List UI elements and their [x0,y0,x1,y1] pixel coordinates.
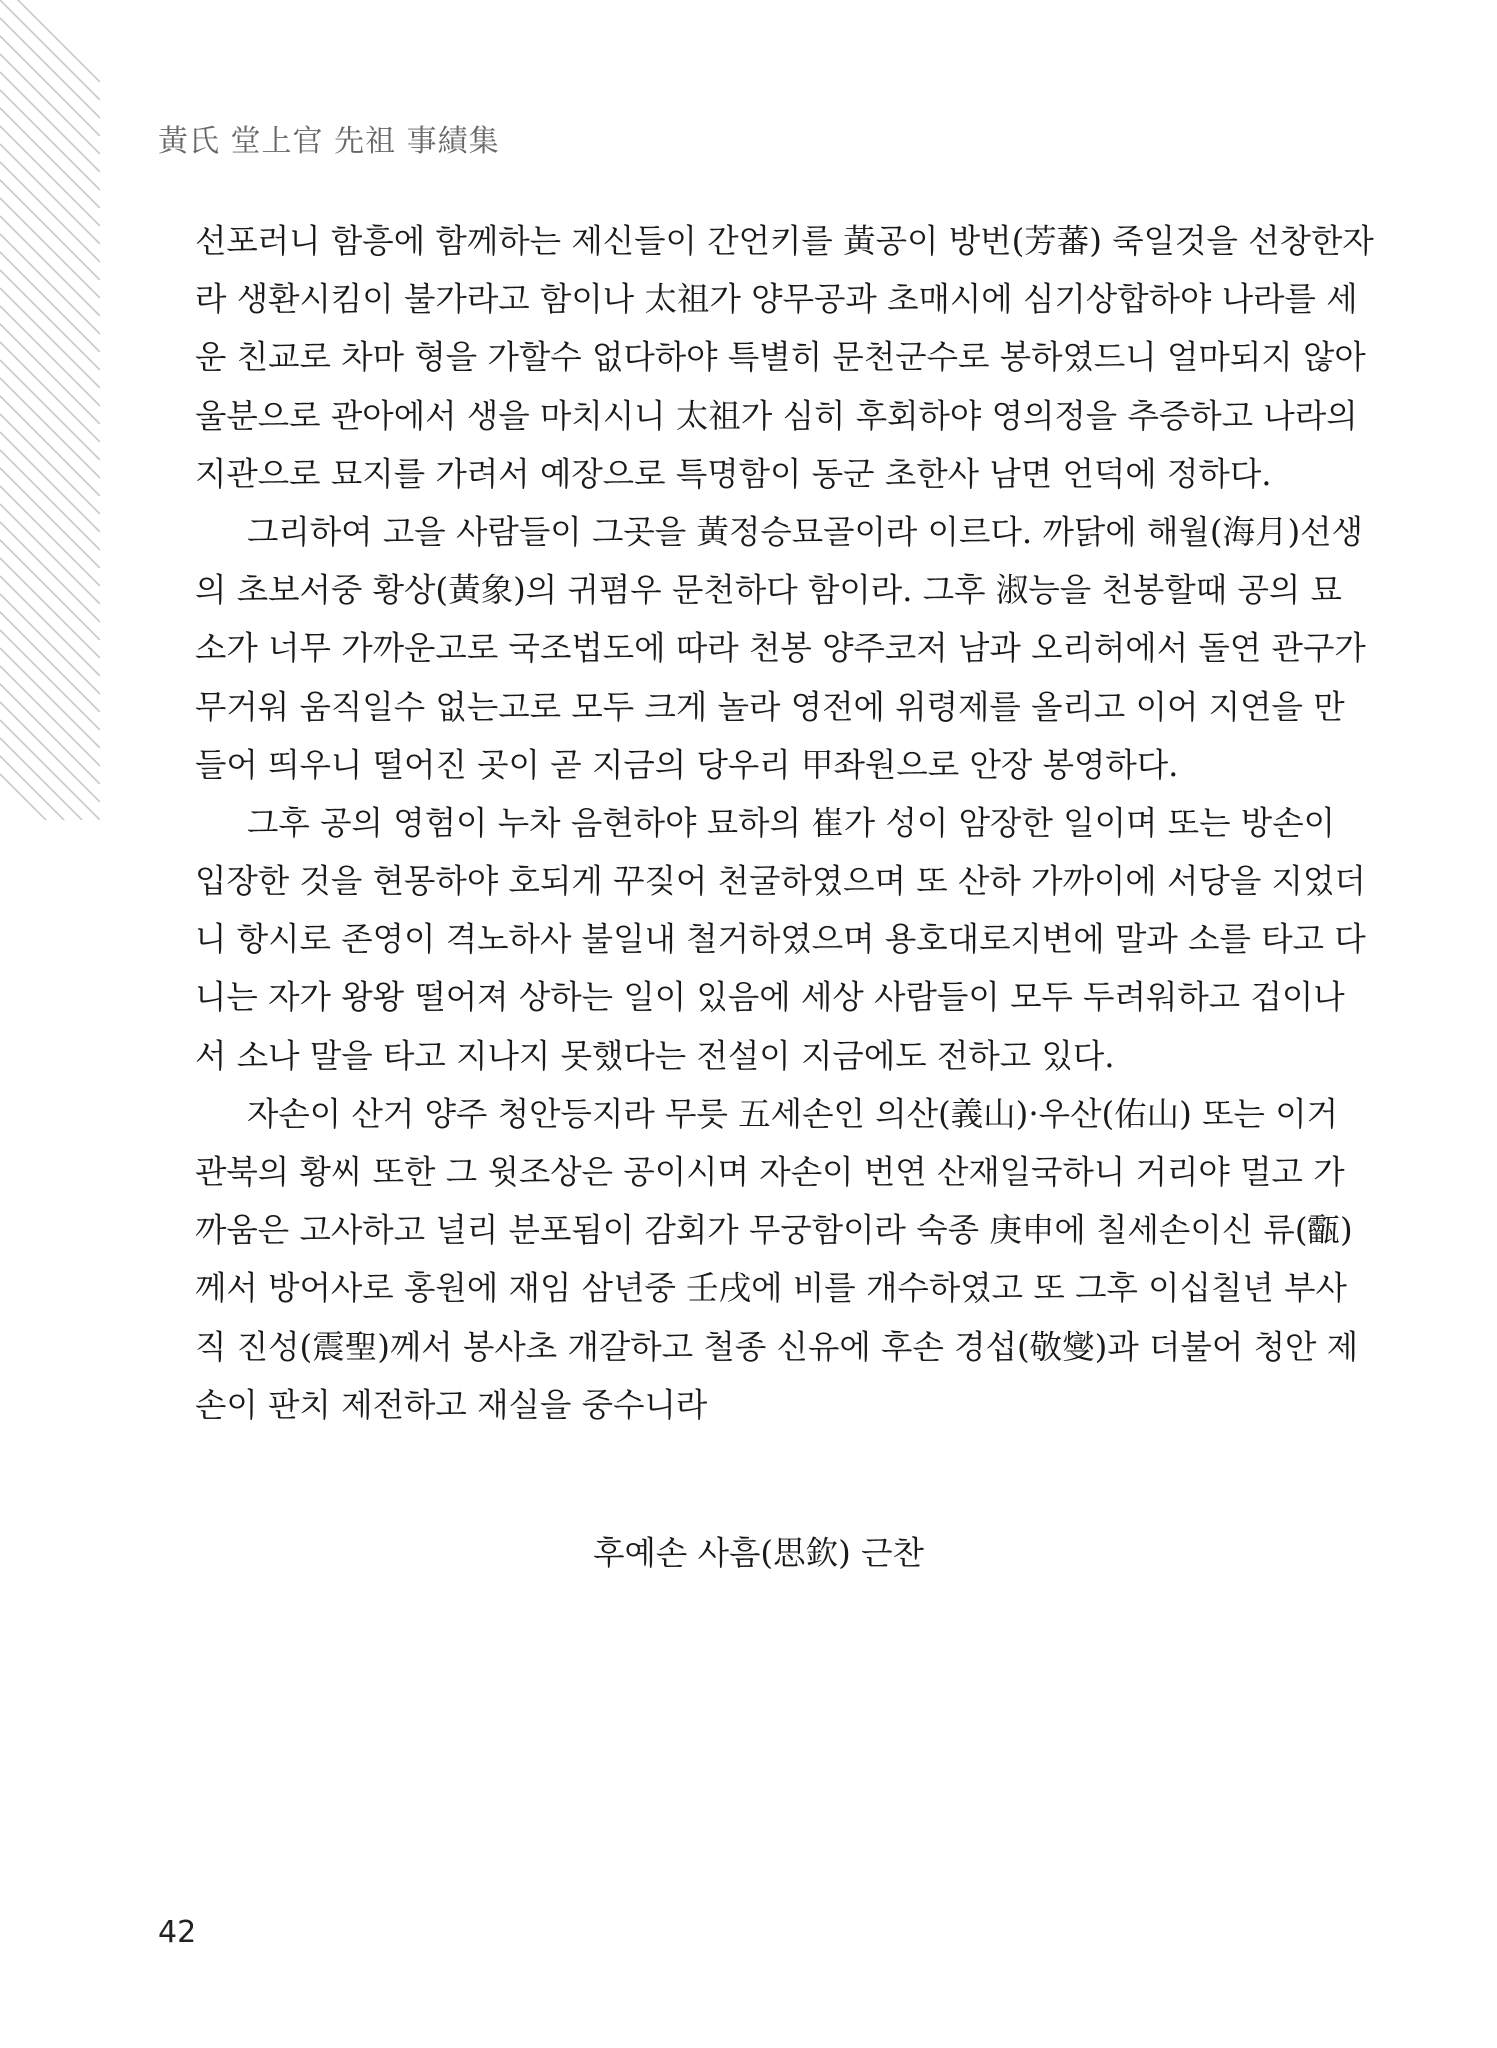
text-line: 께서 방어사로 홍원에 재임 삼년중 壬戌에 비를 개수하였고 또 그후 이십칠년 부사 [195,1269,1347,1308]
text-line: 그리하여 고을 사람들이 그곳을 黃정승묘골이라 이르다. 까닭에 해월(海月)선생 [247,512,1363,551]
text-line: 자손이 산거 양주 청안등지라 무릇 五세손인 의산(義山)·우산(佑山) 또는 이거 [247,1094,1339,1133]
text-line: 의 초보서중 황상(黃象)의 귀폄우 문천하다 함이라. 그후 淑능을 천봉할때 공의 묘 [195,571,1342,610]
author-signature: 후예손 사흠(思欽) 근찬 [593,1534,924,1572]
text-line: 선포러니 함흥에 함께하는 제신들이 간언키를 黃공이 방번(芳蕃) 죽일것을 선창한자 [195,222,1374,260]
text-line: 운 친교로 차마 형을 가할수 없다하야 특별히 문천군수로 봉하였드니 얼마되지 않아 [195,338,1366,377]
diagonal-stripe-decoration [0,0,100,820]
text-line: 손이 판치 제전하고 재실을 중수니라 [195,1385,708,1424]
text-line: 라 생환시킴이 불가라고 함이나 太祖가 양무공과 초매시에 심기상합하야 나라를 세 [195,280,1358,319]
text-line: 그후 공의 영험이 누차 음현하야 묘하의 崔가 성이 암장한 일이며 또는 방손이 [247,803,1335,842]
text-line: 서 소나 말을 타고 지나지 못했다는 전설이 지금에도 전하고 있다. [195,1036,1115,1075]
text-line: 소가 너무 가까운고로 국조법도에 따라 천봉 양주코저 남과 오리허에서 돌연 관구가 [195,629,1366,668]
text-line: 지관으로 묘지를 가려서 예장으로 특명함이 동군 초한사 남면 언덕에 정하다. [195,454,1272,493]
text-line: 직 진성(震聖)께서 봉사초 개갈하고 철종 신유에 후손 경섭(敬燮)과 더불어 청안 제 [195,1327,1359,1366]
page-number: 42 [158,1915,197,1950]
running-head: 黃氏 堂上官 先祖 事績集 [158,124,500,159]
text-line: 니는 자가 왕왕 떨어져 상하는 일이 있음에 세상 사람들이 모두 두려워하고 겁이나 [195,978,1345,1017]
text-line: 무거워 움직일수 없는고로 모두 크게 놀라 영전에 위령제를 올리고 이어 지연을 만 [195,687,1345,726]
text-line: 울분으로 관아에서 생을 마치시니 太祖가 심히 후회하야 영의정을 추증하고 나라의 [195,396,1358,435]
text-line: 관북의 황씨 또한 그 윗조상은 공이시며 자손이 번연 산재일국하니 거리야 멀고 가 [195,1153,1345,1191]
text-line: 들어 띄우니 떨어진 곳이 곧 지금의 당우리 甲좌원으로 안장 봉영하다. [195,745,1179,784]
text-line: 입장한 것을 현몽하야 호되게 꾸짖어 천굴하였으며 또 산하 가까이에 서당을 지었더 [195,862,1366,901]
text-line: 까움은 고사하고 널리 분포됨이 감회가 무궁함이라 숙종 庚申에 칠세손이신 류(㽌) [195,1211,1353,1250]
body-text [195,212,1374,1434]
text-line: 니 항시로 존영이 격노하사 불일내 철거하였으며 용호대로지변에 말과 소를 타고 다 [195,920,1366,959]
